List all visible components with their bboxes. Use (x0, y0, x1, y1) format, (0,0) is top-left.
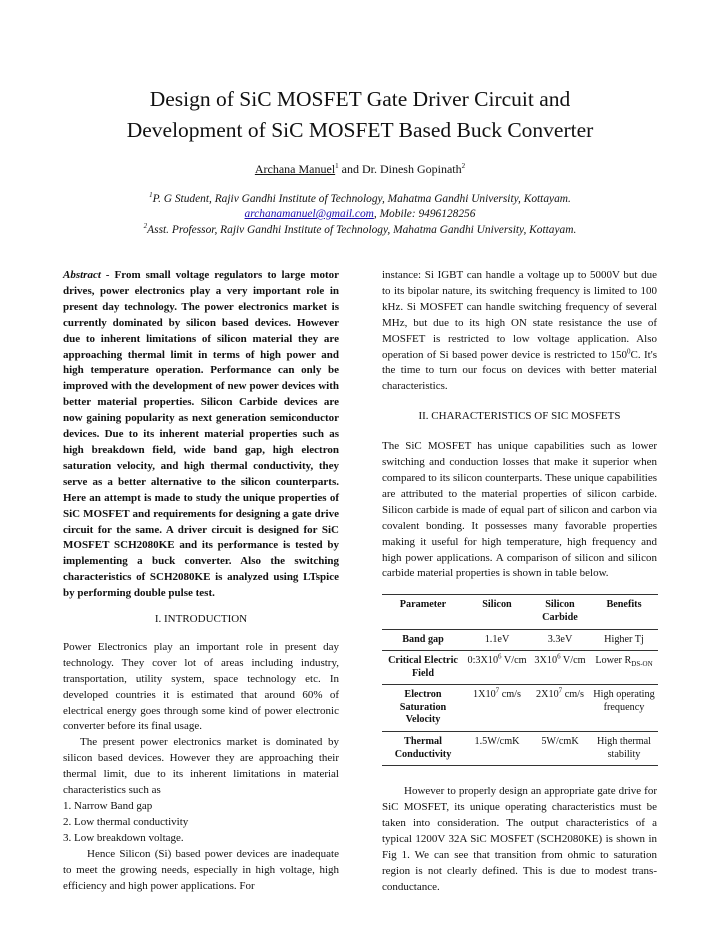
table-header: Silicon Carbide (530, 595, 590, 629)
abstract-body: From small voltage regulators to large motor drives, power electronics play a very important role in present day technology. The power electronics market is currently dominated by silicon based devices. However due to inherent limitations of silicon material they are approaching thermal limit in terms of high power and high temperature operation. Performance can only be improved with the development of new power devices with better material properties. Silicon Carbide devices are now gaining popularity as next generation semiconductor devices. Due to its inherent material properties such as high breakdown field, wide band gap, high electron saturation velocity, and high thermal conductivity, they serve as a better alternative to the silicon counterparts. Here an attempt is made to study the unique properties of SiC MOSFET and requirements for designing a gate drive circuit for the same. A driver circuit is designed for SiC MOSFET SCH2080KE and its performance is tested by implementing a buck converter. Also the switching characteristics of SCH2080KE is analyzed using LTspice by performing double pulse test. (63, 269, 340, 600)
list-item: 3. Low breakdown voltage. (63, 831, 184, 844)
affiliation-1-text: P. G Student, Rajiv Gandhi Institute of Technology, Mahatma Gandhi University, Kottayam. (152, 193, 571, 205)
table-cell: $0:3X10^6$ V/cm (464, 651, 530, 685)
table-cell: $1X10^7$ cm/s (464, 685, 530, 732)
table-cell: $3X10^6$ V/cm (530, 651, 590, 685)
section-2-heading: II. CHARACTERISTICS OF SIC MOSFETS (418, 410, 621, 423)
intro-paragraph-3: Hence Silicon (Si) based power devices are inadequate to meet the growing needs, especially in high voltage, high efficiency and high power applications. For (63, 847, 339, 892)
author-2-sup: 2 (461, 162, 466, 170)
list-item: 2. Low thermal conductivity (63, 815, 189, 828)
comparison-table (382, 594, 658, 766)
mobile-number: , Mobile: 9496128256 (373, 208, 476, 220)
table-header-row (382, 595, 658, 629)
table-cell: Band gap (382, 629, 464, 651)
affiliation-2-sup: 2 (143, 222, 148, 231)
author-2-name: and Dr. Dinesh Gopinath (338, 162, 462, 176)
intro-paragraph-1: Power Electronics play an important role in present day technology. They cover lot of areas including industry, transportation, utility system, space technology etc. In developed countries it is estimated that around 60% of electrical energy goes through some kind of power electronic converter before its final usage. (63, 640, 339, 733)
table-row (382, 651, 658, 685)
table-cell: Lower $R_{DS-ON}$ (590, 651, 658, 685)
affiliation-1-sup: 1 (149, 191, 153, 200)
table-cell: High operating frequency (590, 685, 658, 732)
table-cell: Higher Tj (590, 629, 658, 651)
characteristics-paragraph: The SiC MOSFET has unique capabilities such as lower switching and conduction losses that make it superior when compared to its silicon counterparts. These unique capabilities are attributed to the material properties of silicon carbide. Silicon carbide is made of equal part of silicon and carbon via covalent bonding. It possesses many favorable properties making it useful for high temperature, high frequency and high power applications. A comparison of silicon and silicon carbide material properties is shown in table below. (382, 440, 657, 580)
table-cell: 1.1eV (464, 629, 530, 651)
table-cell: Electron Saturation Velocity (382, 685, 464, 732)
paper-title (40, 84, 680, 146)
left-column (63, 268, 339, 894)
right-column (382, 268, 657, 896)
intro-paragraph-2: The present power electronics market is dominated by silicon based devices. However they are approaching their thermal limit, due to its inherent limitations in material characteristics such as (63, 736, 339, 797)
email-link[interactable]: archanamanuel@gmail.com (244, 208, 374, 220)
table-cell: $2X10^7$ cm/s (530, 685, 590, 732)
author-line (40, 162, 680, 177)
table-row (382, 629, 658, 651)
table-cell: Thermal Conductivity (382, 732, 464, 766)
table-header: Parameter (382, 595, 464, 629)
abstract-lead: Abstract - (63, 269, 110, 281)
author-1-name: Archana Manuel (254, 162, 336, 176)
table-cell: 3.3eV (530, 629, 590, 651)
intro-continuation (382, 268, 657, 395)
gate-drive-paragraph: However to properly design an appropriate gate drive for SiC MOSFET, its unique operating characteristics must be taken into consideration. The output characteristics of a typical 1200V 32A SiC MOSFET (SCH2080KE) is shown in Fig 1. We can see that transition from ohmic to saturation region is not clearly defined. This is due to modest trans-conductance. (382, 785, 657, 893)
affiliation-2 (40, 224, 680, 236)
table-row (382, 732, 658, 766)
table-cell: 1.5W/cmK (464, 732, 530, 766)
author-1-sup: 1 (335, 162, 339, 170)
table-cell: High thermal stability (590, 732, 658, 766)
title-line-1: Design of SiC MOSFET Gate Driver Circuit and (149, 87, 571, 111)
degree-sup: 0 (627, 346, 631, 355)
affiliation-2-text: Asst. Professor, Rajiv Gandhi Institute of Technology, Mahatma Gandhi University, Kottayam. (147, 224, 577, 236)
abstract (63, 268, 339, 602)
intro-continuation-text: instance: Si IGBT can handle a voltage up to 5000V but due to its bipolar nature, its switching frequency is limited to 100 kHz. Si MOSFET can handle switching frequency of several MHz, but due to its high ON state resistance the use of MOSFET is restricted to low voltage application. Also operation of Si based power device is restricted to 150 (382, 269, 657, 361)
table-row (382, 685, 658, 732)
list-item: 1. Narrow Band gap (63, 800, 153, 812)
table-header: Silicon (464, 595, 530, 629)
title-line-2: Development of SiC MOSFET Based Buck Converter (126, 118, 594, 142)
table-header: Benefits (590, 595, 658, 629)
table-cell: Critical Electric Field (382, 651, 464, 685)
contact-line (40, 208, 680, 220)
section-1-heading: I. INTRODUCTION (154, 613, 248, 626)
table-cell: 5W/cmK (530, 732, 590, 766)
affiliation-1 (40, 193, 680, 205)
intro-continuation-end: C. It's the time to turn our focus on devices with better material characteristics. (382, 348, 657, 393)
